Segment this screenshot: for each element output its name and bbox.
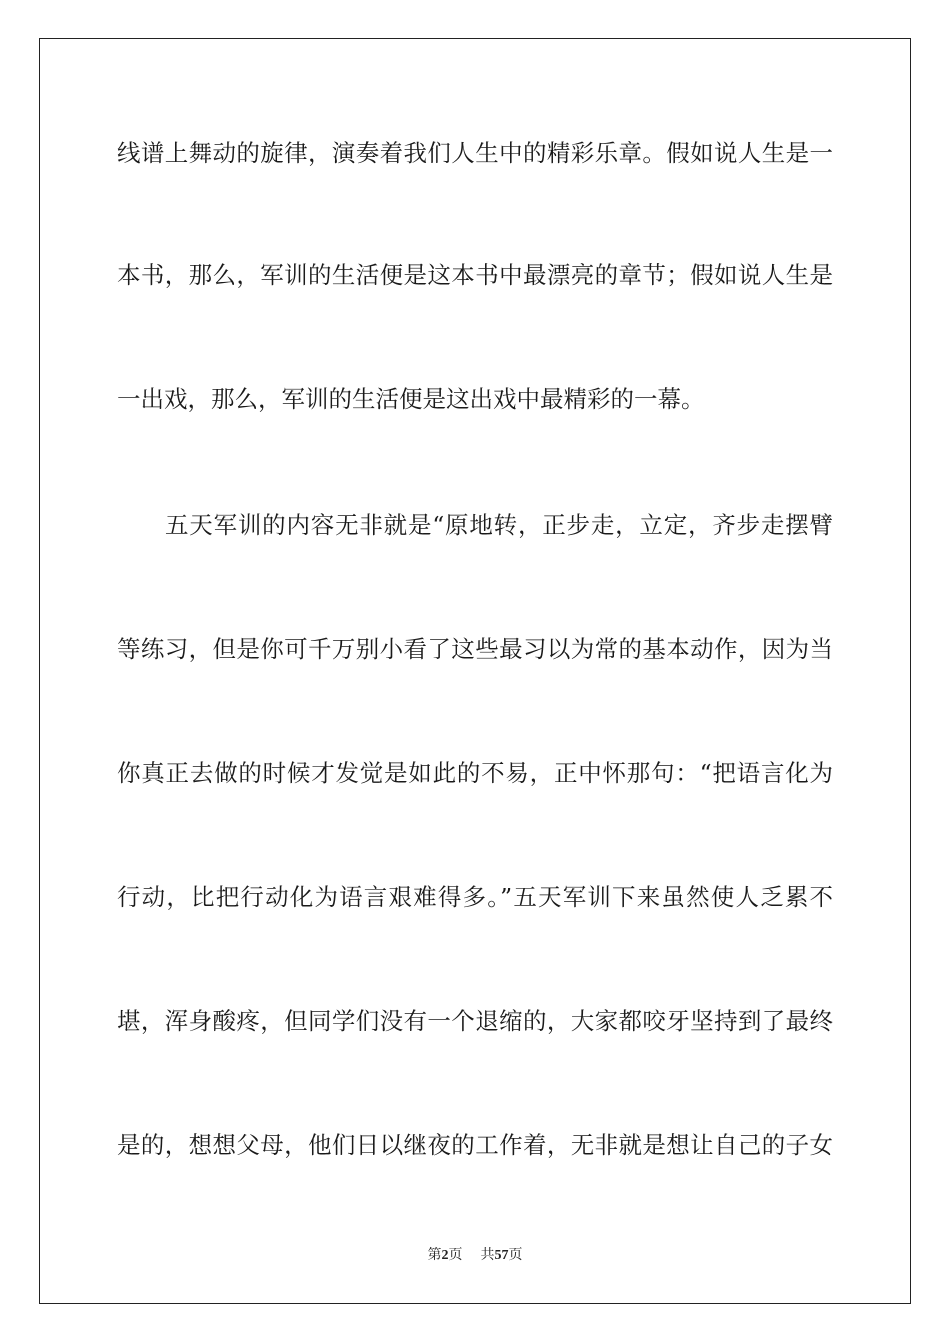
text-line-3: 一出戏，那么，军训的生活便是这出戏中最精彩的一幕。	[117, 385, 705, 413]
text-line-6: 你真正去做的时候才发觉是如此的不易，正中怀那句：“把语言化为	[117, 759, 833, 787]
text-line-9: 是的，想想父母，他们日以继夜的工作着，无非就是想让自己的子女	[117, 1131, 833, 1159]
text-line-8: 堪，浑身酸疼，但同学们没有一个退缩的，大家都咬牙坚持到了最终	[117, 1007, 833, 1035]
footer-page-prefix: 第	[427, 1247, 442, 1263]
text-line-7: 行动，比把行动化为语言艰难得多。”五天军训下来虽然使人乏累不	[117, 883, 833, 911]
footer-total-prefix: 共	[480, 1247, 495, 1263]
footer-page-suffix: 页	[448, 1247, 463, 1263]
text-line-5: 等练习，但是你可千万别小看了这些最习以为常的基本动作，因为当	[117, 635, 833, 663]
footer-total-suffix: 页	[508, 1247, 523, 1263]
text-line-1: 线谱上舞动的旋律，演奏着我们人生中的精彩乐章。假如说人生是一	[117, 139, 833, 167]
text-line-2: 本书，那么，军训的生活便是这本书中最漂亮的章节；假如说人生是	[117, 261, 833, 289]
footer-page-number: 2	[441, 1248, 449, 1263]
page-footer	[0, 1246, 950, 1265]
footer-total-pages: 57	[494, 1248, 509, 1263]
text-line-4: 五天军训的内容无非就是“原地转，正步走，立定，齐步走摆臂	[165, 511, 833, 539]
page-border	[39, 38, 911, 1304]
